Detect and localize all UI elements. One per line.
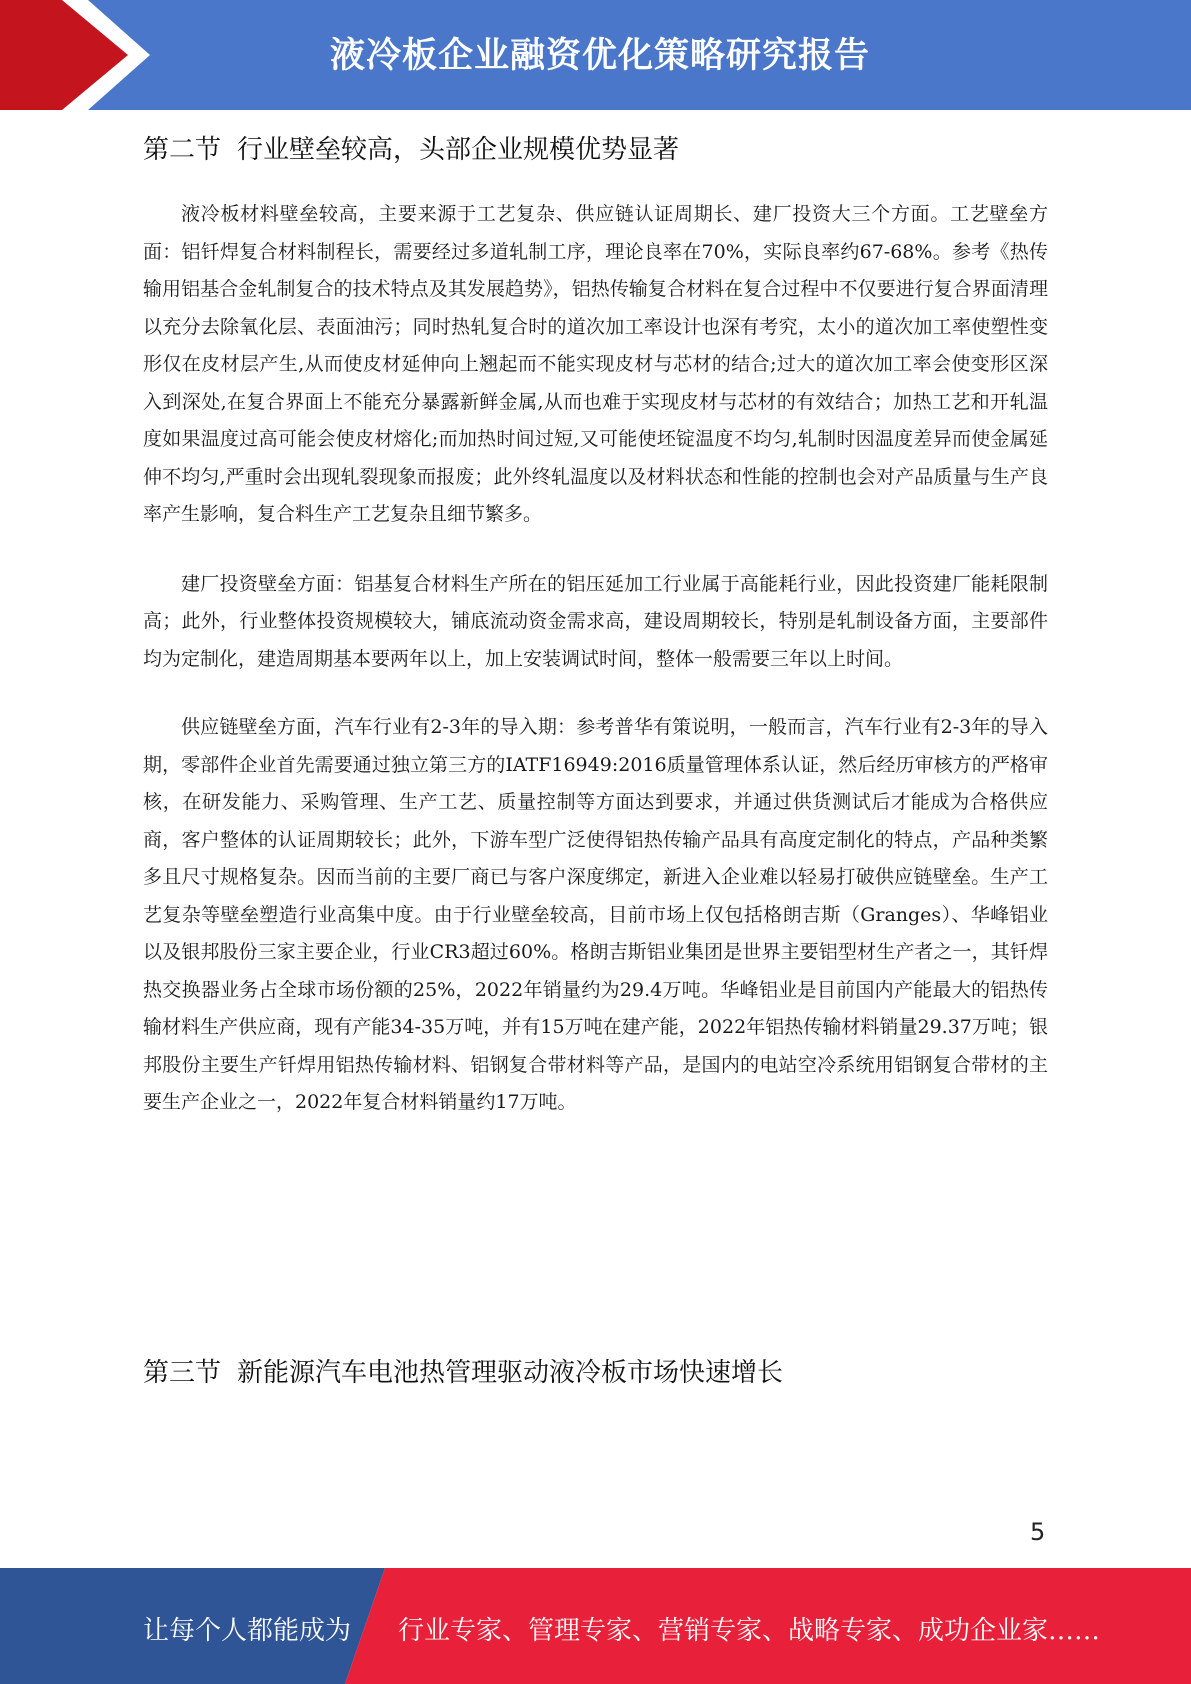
section-heading bbox=[143, 1351, 783, 1395]
section-title: 新能源汽车电池热管理驱动液冷板市场快速增长 bbox=[237, 1358, 784, 1388]
body-paragraph: 液冷板材料壁垒较高，主要来源于工艺复杂、供应链认证周期长、建厂投资大三个方面。工艺壁垒方面：铝钎焊复合材料制程长，需要经过多道轧制工序，理论良率在70%，实际良率约67-68%。参考《热传输用铝基合金轧制复合的技术特点及其发展趋势》，铝热传输复合材料在复合过程中不仅要进行复合界面清理以充分去除氧化层、表面油污；同时热轧复合时的道次加工率设计也深有考究，太小的道次加工率使塑性变形仅在皮材层产生,从而使皮材延伸向上翘起而不能实现皮材与芯材的结合;过大的道次加工率会使变形区深入到深处,在复合界面上不能充分暴露新鲜金属,从而也难于实现皮材与芯材的有效结合；加热工艺和开轧温度如果温度过高可能会使皮材熔化;而加热时间过短,又可能使坯锭温度不均匀,轧制时因温度差异而使金属延伸不均匀,严重时会出现轧裂现象而报废；此外终轧温度以及材料状态和性能的控制也会对产品质量与生产良率产生影响，复合料生产工艺复杂且细节繁多。 bbox=[143, 203, 1048, 525]
footer-slogan-left: 让每个人都能成为 bbox=[143, 1616, 352, 1646]
main-content bbox=[143, 128, 1048, 1122]
section-title: 行业壁垒较高，头部企业规模优势显著 bbox=[237, 135, 680, 165]
body-paragraph: 建厂投资壁垒方面：铝基复合材料生产所在的铝压延加工行业属于高能耗行业，因此投资建厂能耗限制高；此外，行业整体投资规模较大，铺底流动资金需求高，建设周期较长，特别是轧制设备方面，主要部件均为定制化，建造周期基本要两年以上，加上安装调试时间，整体一般需要三年以上时间。 bbox=[143, 572, 1048, 670]
section-number: 第二节 bbox=[143, 135, 222, 165]
page-footer bbox=[0, 1568, 1191, 1684]
body-paragraph: 供应链壁垒方面，汽车行业有2-3年的导入期：参考普华有策说明，一般而言，汽车行业有2-3年的导入期，零部件企业首先需要通过独立第三方的IATF16949:2016质量管理体系认证，然后经历审核方的严格审核，在研发能力、采购管理、生产工艺、质量控制等方面达到要求，并通过供货测试后才能成为合格供应商，客户整体的认证周期较长；此外，下游车型广泛使得铝热传输产品具有高度定制化的特点，产品种类繁多且尺寸规格复杂。因而当前的主要厂商已与客户深度绑定，新进入企业难以轻易打破供应链壁垒。生产工艺复杂等壁垒塑造行业高集中度。由于行业壁垒较高，目前市场上仅包括格朗吉斯（Granges）、华峰铝业以及银邦股份三家主要企业，行业CR3超过60%。格朗吉斯铝业集团是世界主要铝型材生产者之一，其钎焊热交换器业务占全球市场份额的25%，2022年销量约为29.4万吨。华峰铝业是目前国内产能最大的铝热传输材料生产供应商，现有产能34-35万吨，并有15万吨在建产能，2022年铝热传输材料销量29.37万吨；银邦股份主要生产钎焊用铝热传输材料、铝钢复合带材料等产品，是国内的电站空冷系统用铝钢复合带材的主要生产企业之一，2022年复合材料销量约17万吨。 bbox=[143, 716, 1048, 1113]
footer-slogan-right: 行业专家、管理专家、营销专家、战略专家、成功企业家…… bbox=[398, 1616, 1101, 1646]
section-number: 第三节 bbox=[143, 1358, 222, 1388]
report-title: 液冷板企业融资优化策略研究报告 bbox=[330, 36, 871, 76]
page-number: 5 bbox=[1030, 1518, 1046, 1546]
page-header bbox=[0, 0, 1191, 110]
section-heading bbox=[143, 128, 1048, 172]
